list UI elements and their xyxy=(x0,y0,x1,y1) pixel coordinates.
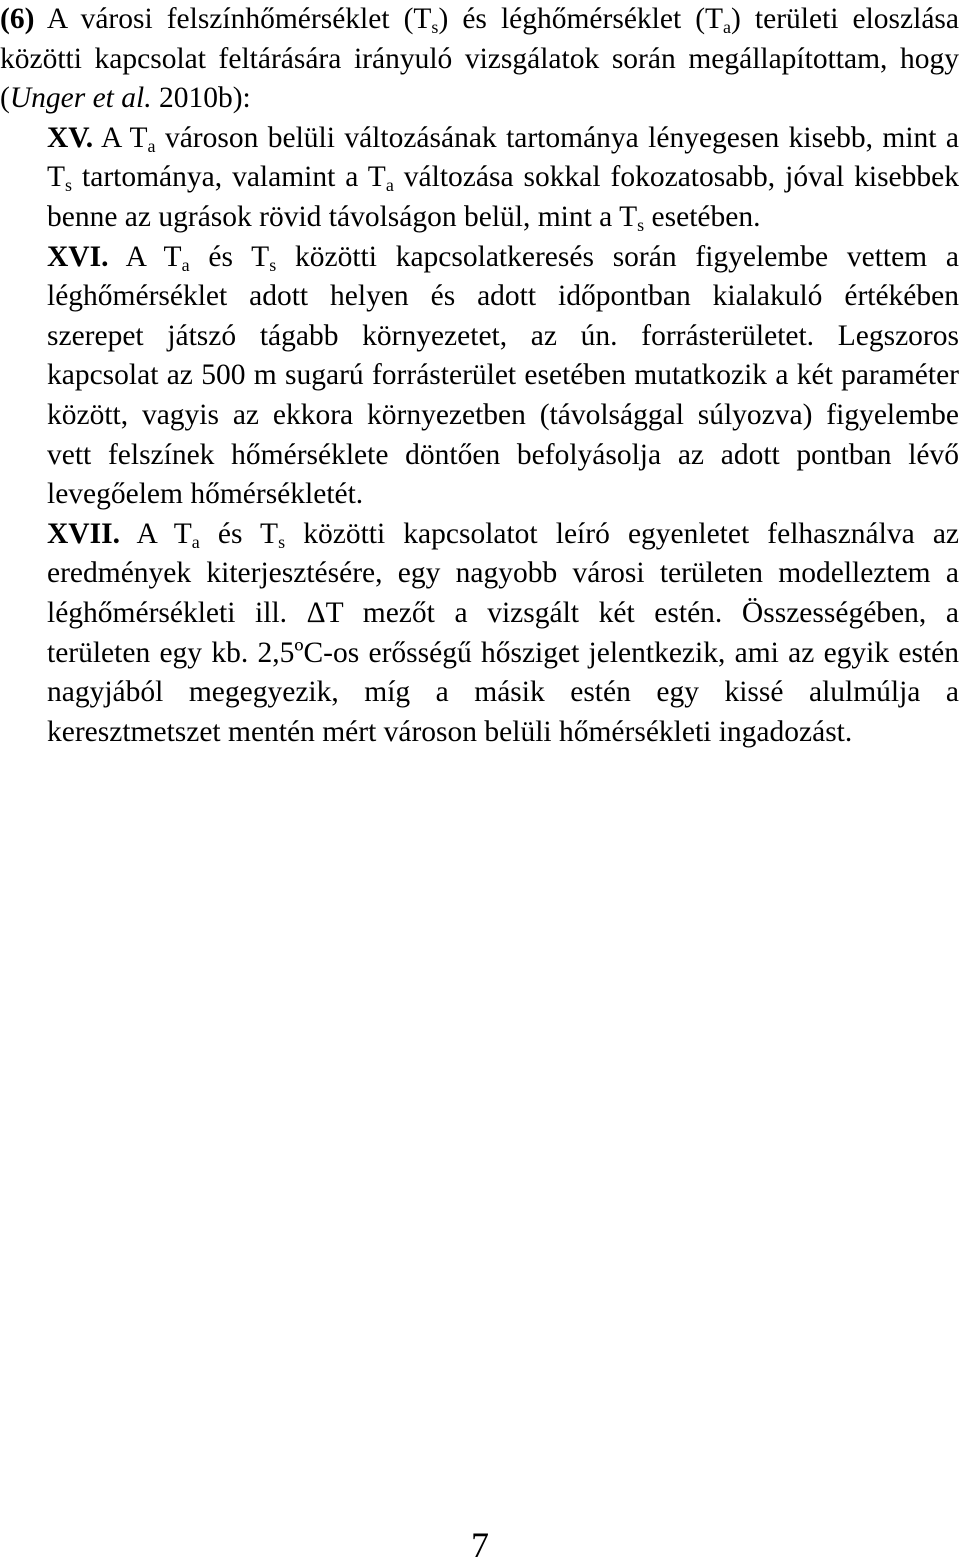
subscript: a xyxy=(385,175,394,196)
body-text xyxy=(0,0,960,752)
subscript: s xyxy=(431,17,439,37)
subscript: s xyxy=(269,254,277,275)
paragraph-label: (6) xyxy=(0,3,35,35)
text-span: változása sokkal fokozatosabb, jóval kisebbek benne az ugrások rövid távolságon belül, mint a T xyxy=(47,161,959,233)
paragraph-xv xyxy=(47,119,959,238)
subscript: a xyxy=(723,17,732,37)
subscript: a xyxy=(181,254,190,275)
text-span: ) és léghőmérséklet (T xyxy=(438,3,724,35)
paragraph-label: XV. xyxy=(47,121,94,154)
paragraph-intro xyxy=(0,0,959,119)
page-number: 7 xyxy=(471,1525,489,1565)
subscript: s xyxy=(278,531,286,552)
text-span: közötti kapcsolatot leíró egyenletet felhasználva az eredmények kiterjesztésére, egy nagyobb városi területen modelleztem a léghőmérsékleti ill. ΔT mezőt a vizsgált két estén. Összességében, a területen egy kb. 2,5ºC-os erősségű hősziget jelentkezik, ami az egyik estén nagyjából megegyezik, míg a másik estén egy kissé alulmúlja a keresztmetszet mentén mért városon belüli hőmérsékleti ingadozást. xyxy=(47,517,960,748)
citation: Unger et al. xyxy=(9,82,152,115)
paragraph-label: XVI. xyxy=(47,240,109,273)
text-span: ) területi eloszlása közötti kapcsolat feltárására irányuló vizsgálatok során megállapítottam, hogy ( xyxy=(0,3,959,115)
paragraph-label: XVII. xyxy=(47,517,120,550)
text-span: 2010b): xyxy=(151,82,251,115)
text-span: tartománya, valamint a T xyxy=(72,161,386,194)
paragraph-xvi xyxy=(47,238,959,515)
subscript: a xyxy=(191,531,200,552)
text-span: esetében. xyxy=(644,200,761,233)
text-span: A városi felszínhőmérséklet (T xyxy=(46,3,432,35)
subscript: s xyxy=(637,214,645,235)
text-span: A T xyxy=(136,517,192,550)
subscript: s xyxy=(65,175,73,196)
text-span: városon belüli változásának tartománya lényegesen kisebb, mint a T xyxy=(47,121,959,194)
subscript: a xyxy=(147,135,156,156)
text-span: és T xyxy=(189,240,270,273)
text-span: A T xyxy=(125,240,182,273)
paragraph-xvii xyxy=(47,515,959,753)
text-span: A T xyxy=(100,121,148,154)
text-span: közötti kapcsolatkeresés során figyelembe vettem a léghőmérséklet adott helyen és adott időpontban kialakuló értékében szerepet játszó tágabb környezetet, az ún. forrásterületet. Legszoros kapcsolat az 500 m sugarú forrásterület esetében mutatkozik a két paraméter között, vagyis az ekkora környezetben (távolsággal súlyozva) figyelembe vett felszínek hőmérséklete döntően befolyásolja az adott pontban lévő levegőelem hőmérsékletét. xyxy=(47,240,960,511)
text-span: és T xyxy=(199,517,279,550)
